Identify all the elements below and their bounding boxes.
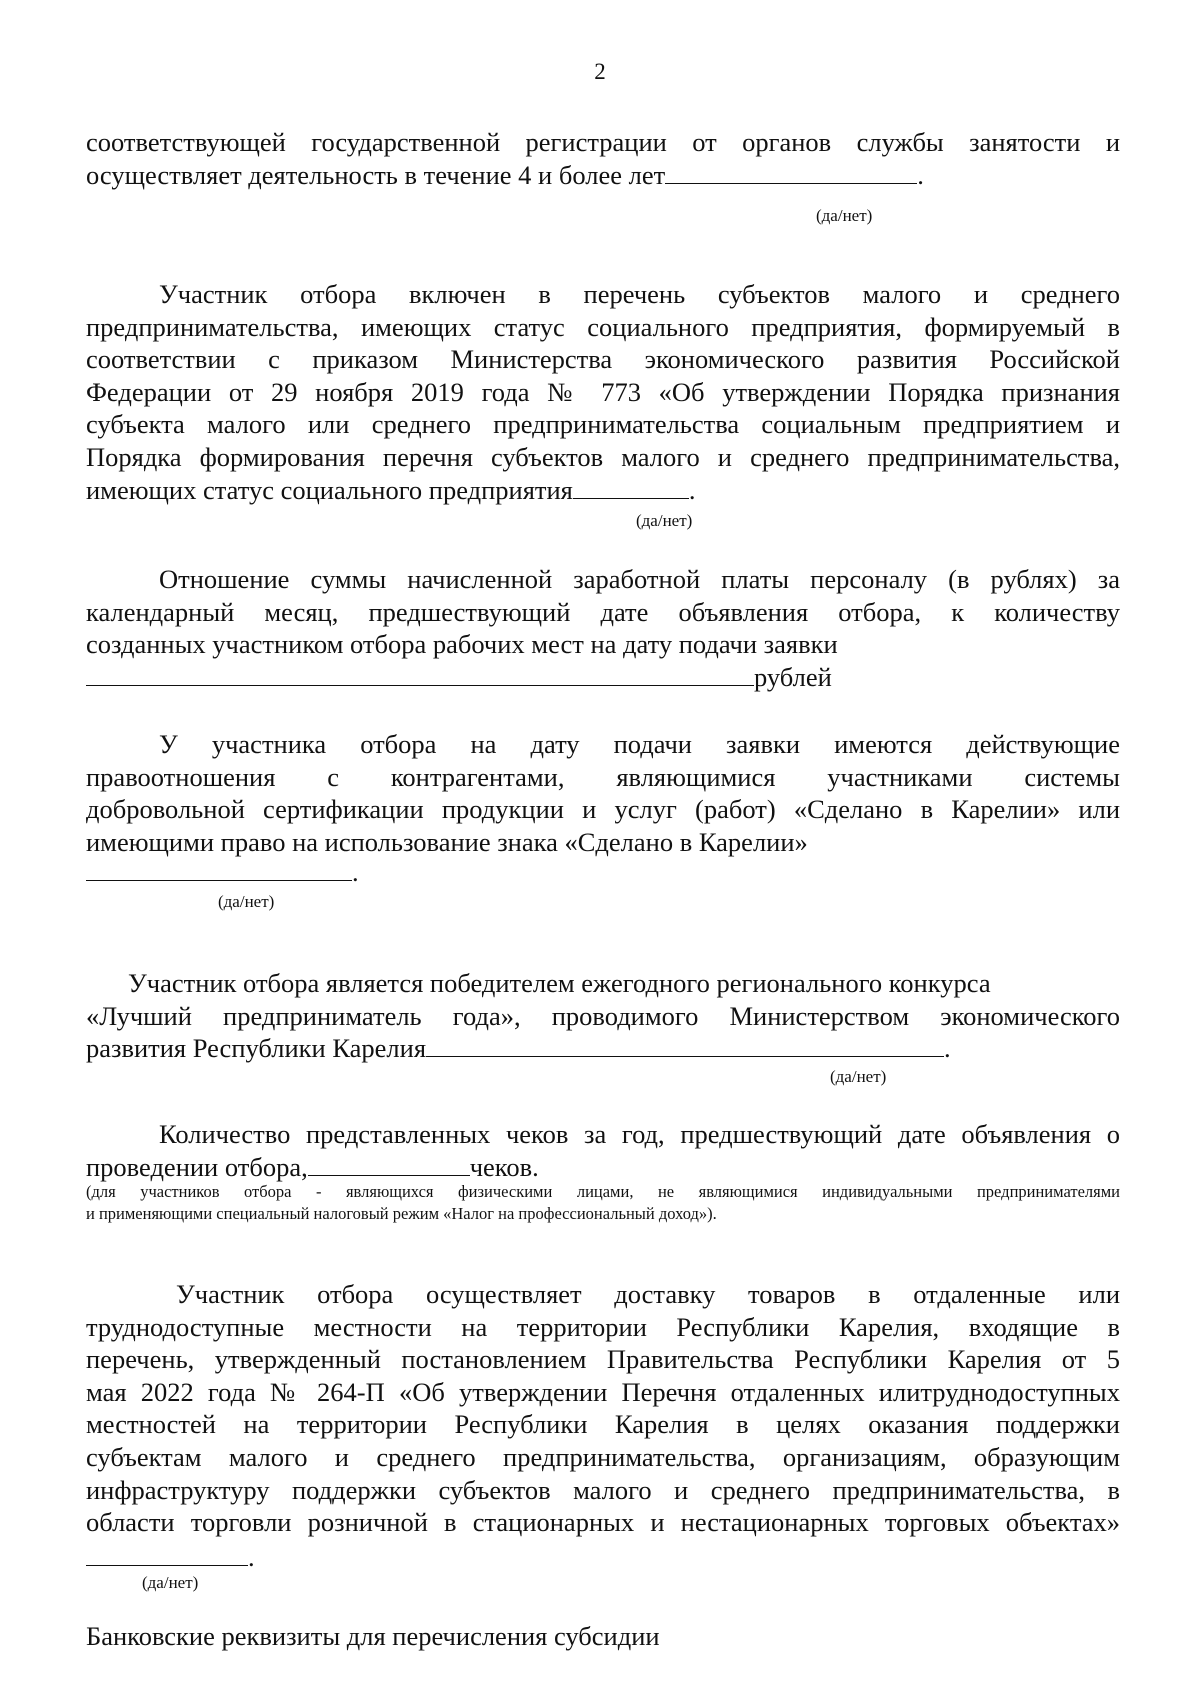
paragraph-karelia-certification xyxy=(86,728,1120,858)
unit-label: чеков. xyxy=(469,1151,539,1182)
page-number: 2 xyxy=(594,59,606,84)
punctuation: . xyxy=(248,1542,255,1572)
text-line: Порядка формирования перечня субъектов малого и среднего предпринимательства, xyxy=(86,441,1120,472)
answer-blank[interactable] xyxy=(573,476,689,499)
text-line: предпринимательства, имеющих статус социального предприятия, формируемый в xyxy=(86,311,1120,342)
answer-blank[interactable] xyxy=(308,1153,470,1176)
text-line xyxy=(86,856,1120,889)
text-line: субъекта малого или среднего предпринимательства социальным предприятием и xyxy=(86,409,1120,440)
text-line: Участник отбора включен в перечень субъектов малого и среднего xyxy=(159,279,1120,309)
text-line: правоотношения с контрагентами, являющимися участниками системы xyxy=(86,761,1120,792)
blank-hint: (да/нет) xyxy=(142,1573,199,1592)
text-fragment: проведении отбора, xyxy=(86,1151,308,1182)
paragraph-registration xyxy=(86,126,1120,191)
paragraph-receipts-count xyxy=(86,1118,1120,1183)
text-line: местностей на территории Республики Карелия в целях оказания поддержки xyxy=(86,1409,1120,1440)
blank-hint: (да/нет) xyxy=(218,892,275,911)
text-line: мая 2022 года № 264-П «Об утверждении Перечня отдаленных илитруднодоступных xyxy=(86,1376,1120,1407)
text-line: соответствующей государственной регистрации от органов службы занятости и xyxy=(86,127,1120,157)
punctuation: . xyxy=(917,159,924,190)
section-title: Банковские реквизиты для перечисления субсидии xyxy=(86,1621,660,1651)
text-line: области торговли розничной в стационарных и нестационарных торговых объектах» xyxy=(86,1507,1120,1538)
text-fragment: осуществляет деятельность в течение 4 и более лет xyxy=(86,159,666,190)
answer-row xyxy=(86,856,1120,889)
footnote-line: и применяющими специальный налоговый режим «Налог на профессиональный доход»). xyxy=(86,1204,717,1223)
punctuation: . xyxy=(688,474,696,505)
text-line: Количество представленных чеков за год, предшествующий дате объявления о xyxy=(159,1119,1120,1149)
text-line xyxy=(86,159,1120,192)
text-line: инфраструктуру поддержки субъектов малого и среднего предпринимательства, в xyxy=(86,1474,1120,1505)
unit-label: рублей xyxy=(754,661,832,692)
text-line: труднодоступные местности на территории Республики Карелия, входящие в xyxy=(86,1311,1120,1342)
text-line xyxy=(86,1151,1120,1184)
text-line: Отношение суммы начисленной заработной платы персоналу (в рублях) за xyxy=(159,564,1120,594)
paragraph-salary-ratio xyxy=(86,563,1120,693)
punctuation: . xyxy=(944,1033,951,1064)
text-line: Участник отбора является победителем ежегодного регионального конкурса xyxy=(128,968,991,998)
text-line xyxy=(86,474,1120,507)
paragraph-best-entrepreneur xyxy=(86,967,1120,1065)
answer-blank[interactable] xyxy=(86,1543,248,1566)
paragraph-remote-delivery xyxy=(86,1278,1120,1539)
text-line: добровольной сертификации продукции и услуг (работ) «Сделано в Карелии» или xyxy=(86,794,1120,825)
text-line: У участника отбора на дату подачи заявки имеются действующие xyxy=(159,729,1120,759)
answer-row xyxy=(86,1541,1120,1574)
footnote xyxy=(86,1181,1120,1225)
paragraph-social-enterprise xyxy=(86,278,1120,506)
footnote-line: (для участников отбора - являющихся физическими лицами, не являющимися индивидуальными предпринимателями xyxy=(86,1182,1120,1201)
text-line: Участник отбора осуществляет доставку товаров в отдаленные или xyxy=(176,1279,1120,1309)
answer-blank[interactable] xyxy=(665,161,917,184)
punctuation: . xyxy=(352,857,359,887)
section-bank-details xyxy=(86,1620,1120,1653)
text-line: соответствии с приказом Министерства экономического развития Российской xyxy=(86,344,1120,375)
text-line: календарный месяц, предшествующий дате объявления отбора, к количеству xyxy=(86,596,1120,627)
answer-blank[interactable] xyxy=(86,663,754,686)
blank-hint: (да/нет) xyxy=(816,206,873,225)
text-line: созданных участником отбора рабочих мест на дату подачи заявки xyxy=(86,629,838,660)
answer-blank[interactable] xyxy=(426,1034,944,1057)
text-line: перечень, утвержденный постановлением Правительства Республики Карелия от 5 xyxy=(86,1344,1120,1375)
text-line: имеющими право на использование знака «Сделано в Карелии» xyxy=(86,826,808,857)
text-line: Федерации от 29 ноября 2019 года № 773 «Об утверждении Порядка признания xyxy=(86,376,1120,407)
text-fragment: развития Республики Карелия xyxy=(86,1033,427,1064)
blank-hint: (да/нет) xyxy=(830,1067,887,1086)
text-line xyxy=(86,1032,1120,1065)
text-fragment: имеющих статус социального предприятия xyxy=(86,474,573,505)
text-line: «Лучший предприниматель года», проводимого Министерством экономического xyxy=(86,1000,1120,1031)
answer-blank[interactable] xyxy=(86,858,352,881)
text-line xyxy=(86,1541,1120,1574)
blank-hint: (да/нет) xyxy=(636,511,693,530)
text-line: субъектам малого и среднего предпринимательства, организациям, образующим xyxy=(86,1441,1120,1472)
text-line xyxy=(86,661,1120,694)
